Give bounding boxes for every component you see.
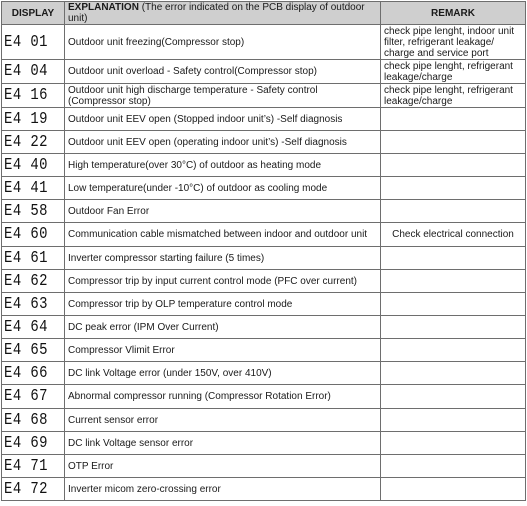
explanation-cell: Outdoor Fan Error: [65, 200, 381, 223]
remark-cell: [381, 316, 526, 339]
display-code: E4 16: [2, 84, 54, 108]
table-row: [2, 131, 526, 154]
table-row: [2, 455, 526, 478]
remark-cell: [381, 339, 526, 362]
explanation-cell: Compressor Vlimit Error: [65, 339, 381, 362]
explanation-cell: OTP Error: [65, 455, 381, 478]
table-row: [2, 60, 526, 84]
explanation-cell: DC peak error (IPM Over Current): [65, 316, 381, 339]
table-row: [2, 339, 526, 362]
display-code: E4 62: [2, 270, 54, 293]
display-code: E4 19: [2, 108, 54, 131]
explanation-cell: Inverter compressor starting failure (5 times): [65, 247, 381, 270]
explanation-header: [65, 2, 381, 25]
explanation-cell: Outdoor unit EEV open (Stopped indoor unit’s) -Self diagnosis: [65, 108, 381, 131]
table-row: [2, 362, 526, 385]
explanation-cell: Compressor trip by input current control mode (PFC over current): [65, 270, 381, 293]
remark-cell: Check electrical connection: [381, 223, 526, 247]
display-code: E4 58: [2, 200, 54, 223]
display-code: E4 71: [2, 455, 54, 478]
remark-cell: [381, 270, 526, 293]
remark-cell: [381, 432, 526, 455]
display-code: E4 66: [2, 362, 54, 385]
table-row: [2, 293, 526, 316]
explanation-cell: DC link Voltage sensor error: [65, 432, 381, 455]
display-code: E4 68: [2, 409, 54, 432]
explanation-cell: DC link Voltage error (under 150V, over 410V): [65, 362, 381, 385]
display-code: E4 61: [2, 247, 54, 270]
display-code: E4 64: [2, 316, 54, 339]
table-row: [2, 84, 526, 108]
remark-cell: [381, 362, 526, 385]
table-row: [2, 108, 526, 131]
explanation-cell: Abnormal compressor running (Compressor Rotation Error): [65, 385, 381, 409]
remark-cell: [381, 154, 526, 177]
table-row: [2, 478, 526, 501]
remark-cell: [381, 200, 526, 223]
table-row: [2, 316, 526, 339]
display-code: E4 04: [2, 60, 54, 84]
remark-header: REMARK: [381, 2, 526, 25]
table-row: [2, 385, 526, 409]
explanation-cell: Outdoor unit EEV open (operating indoor unit’s) -Self diagnosis: [65, 131, 381, 154]
remark-cell: [381, 108, 526, 131]
explanation-cell: Current sensor error: [65, 409, 381, 432]
display-header: DISPLAY: [2, 2, 65, 25]
remark-cell: check pipe lenght, refrigerant leakage/charge: [381, 60, 526, 84]
table-row: [2, 432, 526, 455]
table-row: [2, 200, 526, 223]
error-code-table: [1, 1, 526, 501]
display-code: E4 67: [2, 385, 54, 409]
explanation-cell: Outdoor unit freezing(Compressor stop): [65, 25, 381, 60]
remark-cell: check pipe lenght, refrigerant leakage/charge: [381, 84, 526, 108]
table-row: [2, 223, 526, 247]
remark-cell: [381, 247, 526, 270]
remark-cell: [381, 385, 526, 409]
table-row: [2, 25, 526, 60]
table-row: [2, 154, 526, 177]
display-code: E4 01: [2, 25, 54, 60]
display-code: E4 65: [2, 339, 54, 362]
explanation-cell: Outdoor unit overload - Safety control(Compressor stop): [65, 60, 381, 84]
table-row: [2, 247, 526, 270]
display-code: E4 69: [2, 432, 54, 455]
explanation-cell: High temperature(over 30°C) of outdoor as heating mode: [65, 154, 381, 177]
table-row: [2, 177, 526, 200]
explanation-header-subtitle: (The error indicated on the PCB display of outdoor unit): [68, 2, 365, 24]
remark-cell: [381, 131, 526, 154]
table-row: [2, 409, 526, 432]
explanation-cell: Compressor trip by OLP temperature control mode: [65, 293, 381, 316]
explanation-cell: Low temperature(under -10°C) of outdoor as cooling mode: [65, 177, 381, 200]
display-code: E4 40: [2, 154, 54, 177]
remark-cell: [381, 177, 526, 200]
remark-cell: check pipe lenght, indoor unit filter, refrigerant leakage/ charge and service port: [381, 25, 526, 60]
display-code: E4 60: [2, 223, 54, 247]
remark-cell: [381, 455, 526, 478]
remark-cell: [381, 409, 526, 432]
remark-cell: [381, 478, 526, 501]
table-row: [2, 270, 526, 293]
display-code: E4 41: [2, 177, 54, 200]
explanation-header-title: EXPLANATION: [68, 2, 139, 13]
explanation-cell: Inverter micom zero-crossing error: [65, 478, 381, 501]
explanation-cell: Communication cable mismatched between indoor and outdoor unit: [65, 223, 381, 247]
remark-cell: [381, 293, 526, 316]
display-code: E4 63: [2, 293, 54, 316]
display-code: E4 22: [2, 131, 54, 154]
explanation-cell: Outdoor unit high discharge temperature - Safety control (Compressor stop): [65, 84, 381, 108]
header-row: [2, 2, 526, 25]
display-code: E4 72: [2, 478, 54, 501]
